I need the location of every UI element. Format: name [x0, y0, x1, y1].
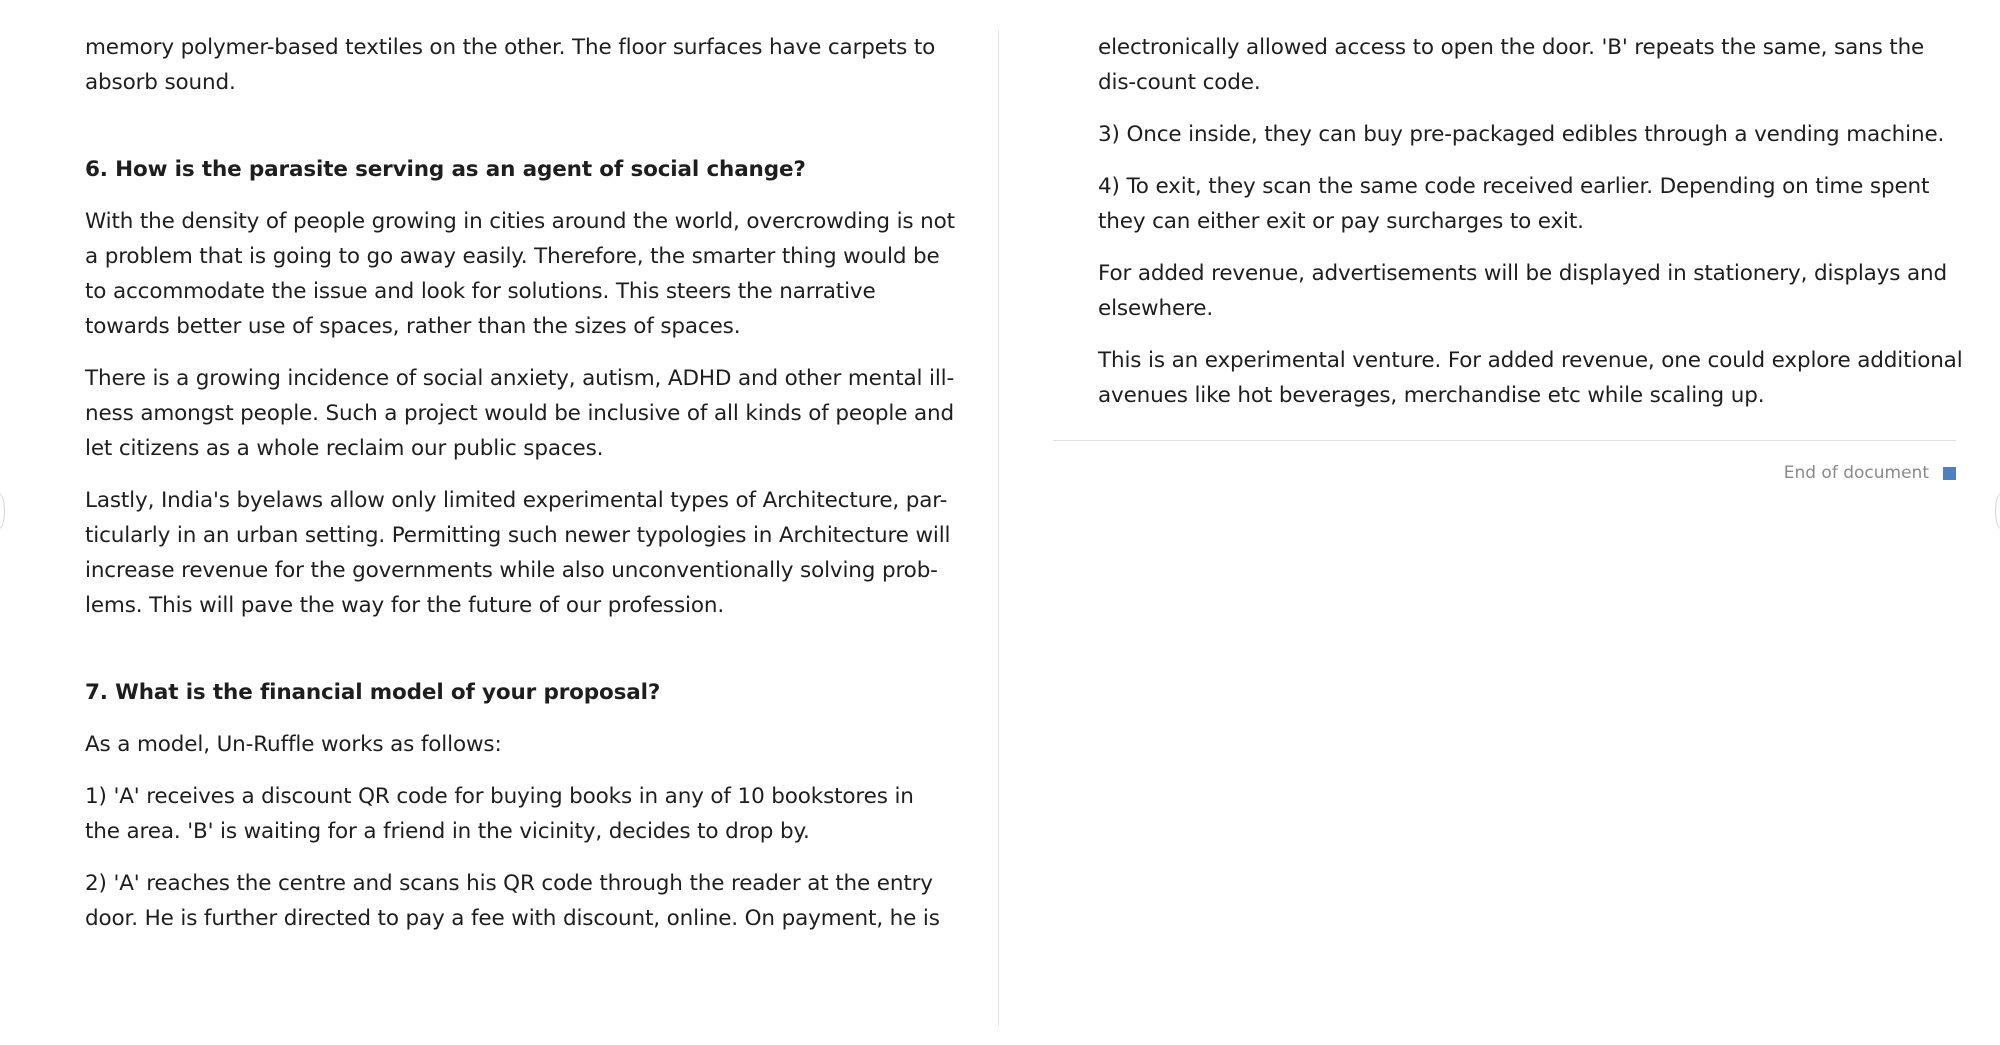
page-edge-scroll-right[interactable] [1995, 493, 2000, 529]
paragraph-model-intro: As a model, Un-Ruffle works as follows: [85, 732, 502, 757]
paragraph-step-3: 3) Once inside, they can buy pre-packaged edibles through a vending machine. [1098, 122, 1945, 147]
heading-social-change: 6. How is the parasite serving as an agent of social change? [85, 157, 806, 182]
paragraph-experimental-venture: This is an experimental venture. For added revenue, one could explore additional avenues like hot beverages, merchandise etc while scaling up. [1098, 348, 1963, 408]
paragraph-overcrowding: With the density of people growing in cities around the world, overcrowding is not a problem that is going to go away easily. Therefore, the smarter thing would be to accommodate the issue and look for solutions. This steers the narrative towards better use of spaces, rather than the sizes of spaces. [85, 209, 955, 339]
paragraph-sound-absorption: memory polymer-based textiles on the other. The floor surfaces have carpets to absorb sound. [85, 35, 936, 95]
document-page-left [85, 30, 955, 953]
paragraph-step-2: 2) 'A' reaches the centre and scans his QR code through the reader at the entry door. He is further directed to pay a fee with discount, online. On payment, he is [85, 871, 940, 931]
paragraph-step-4: 4) To exit, they scan the same code received earlier. Depending on time spent they can either exit or pay surcharges to exit. [1098, 174, 1930, 234]
document-page-right [1098, 30, 1968, 430]
page-edge-scroll-left[interactable] [0, 493, 5, 529]
page-divider [998, 30, 999, 1026]
paragraph-byelaws: Lastly, India's byelaws allow only limited experimental types of Architecture, par-ticularly in an urban setting. Permitting such newer typologies in Architecture will increase revenue for the governments while also unconventionally solving prob-lems. This will pave the way for the future of our profession. [85, 488, 951, 618]
end-of-document-rule [1053, 440, 1956, 441]
end-of-document-label: End of document [1783, 463, 1929, 483]
end-of-document-marker [1784, 463, 1956, 483]
end-of-document-square-icon [1943, 467, 1956, 480]
paragraph-advertisements: For added revenue, advertisements will be displayed in stationery, displays and elsewhere. [1098, 261, 1947, 321]
paragraph-step-2-continued: electronically allowed access to open the door. 'B' repeats the same, sans the dis-count code. [1098, 35, 1925, 95]
paragraph-mental-illness: There is a growing incidence of social anxiety, autism, ADHD and other mental ill-ness amongst people. Such a project would be inclusive of all kinds of people and let citizens as a whole reclaim our public spaces. [85, 366, 955, 461]
paragraph-step-1: 1) 'A' receives a discount QR code for buying books in any of 10 bookstores in the area. 'B' is waiting for a friend in the vicinity, decides to drop by. [85, 784, 914, 844]
heading-financial-model: 7. What is the financial model of your proposal? [85, 680, 661, 705]
